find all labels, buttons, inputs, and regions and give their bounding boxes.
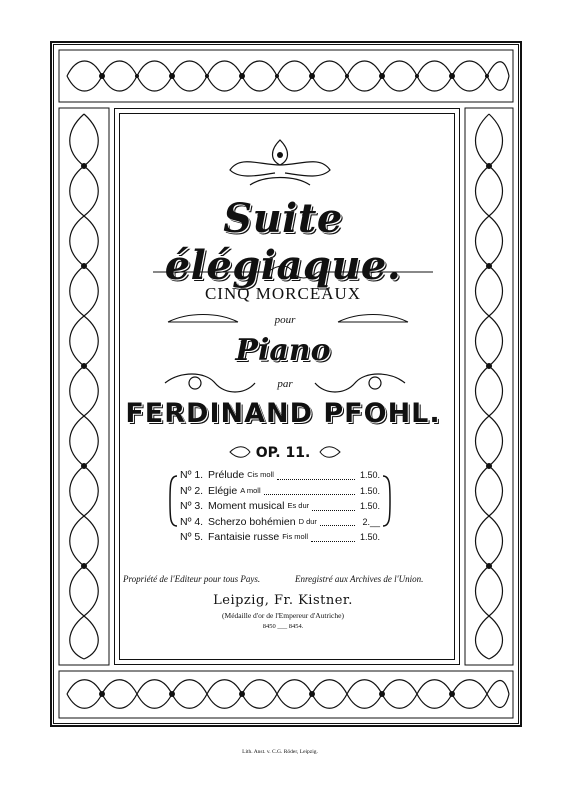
right-list-bracket <box>382 475 392 527</box>
work-name: Scherzo bohémien <box>208 515 296 528</box>
plate-numbers: 8450 ___ 8454. <box>262 623 304 630</box>
work-name: Elégie <box>208 484 238 497</box>
pour-flourish <box>158 310 418 332</box>
pour-label: pour <box>274 314 296 326</box>
works-list <box>180 468 380 546</box>
property-note: Propriété de l'Editeur pour tous Pays. <box>123 574 261 584</box>
leader-dots <box>277 468 355 480</box>
work-number: Nº 4. <box>180 515 204 528</box>
list-item <box>180 484 380 500</box>
work-name: Fantaisie russe <box>208 531 280 543</box>
leader-dots <box>320 515 355 527</box>
work-price: 2.__ <box>362 516 380 527</box>
work-price: 1.50. <box>359 470 380 480</box>
work-key: Es dur <box>287 501 310 510</box>
work-name: Prélude <box>208 469 245 481</box>
list-item <box>180 530 380 546</box>
work-key: Fis moll <box>282 532 309 541</box>
work-number: Nº 1. <box>180 469 204 481</box>
title-underline-flourish <box>148 262 438 282</box>
opus: OP. 11. <box>255 445 311 461</box>
left-ornament-band <box>57 106 111 667</box>
leader-dots <box>311 530 355 542</box>
printer-credit: Lith. Anst. v. C.G. Röder, Leipzig. <box>242 749 318 755</box>
work-price: 1.50. <box>359 485 380 496</box>
bottom-ornament-band <box>57 669 515 720</box>
work-price: 1.50. <box>359 501 380 511</box>
work-name: Moment musical <box>208 500 285 512</box>
registered-note: Enregistré aux Archives de l'Union. <box>295 574 424 584</box>
list-item <box>180 468 380 484</box>
subtitle: CINQ MORCEAUX <box>204 284 362 303</box>
list-item <box>180 515 380 531</box>
work-key: Cis moll <box>247 470 274 479</box>
work-number: Nº 2. <box>180 484 204 497</box>
top-flourish-ornament <box>220 135 340 190</box>
title: Suite élégiaque. <box>164 195 402 289</box>
left-list-bracket <box>168 475 178 527</box>
composer: FERDINAND PFOHL. <box>125 398 441 429</box>
top-ornament-band <box>57 48 515 104</box>
right-ornament-band <box>463 106 515 667</box>
work-price: 1.50. <box>359 532 380 542</box>
work-key: D dur <box>298 516 317 526</box>
instrument: Piano <box>235 333 331 368</box>
publisher: Leipzig, Fr. Kistner. <box>213 593 353 608</box>
list-item <box>180 499 380 515</box>
par-label: par <box>277 378 293 390</box>
leader-dots <box>312 499 355 511</box>
work-key: A moll <box>240 485 261 495</box>
medal-note: (Médaille d'or de l'Empereur d'Autriche) <box>222 611 344 620</box>
work-number: Nº 5. <box>180 531 204 543</box>
leader-dots <box>264 484 355 496</box>
work-number: Nº 3. <box>180 500 204 512</box>
